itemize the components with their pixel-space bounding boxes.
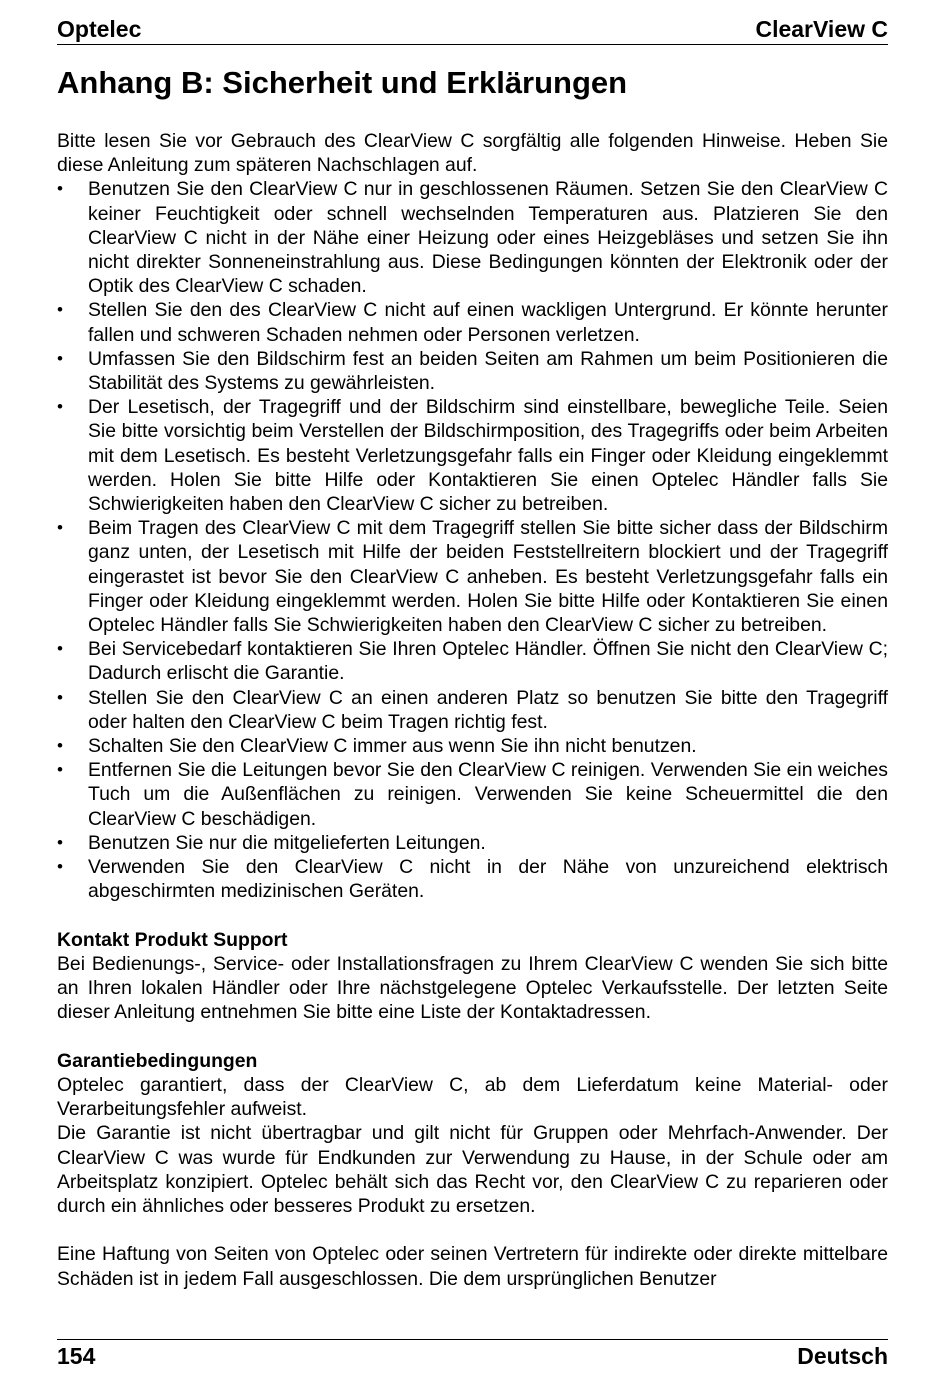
- bullet-icon: •: [57, 760, 63, 780]
- list-item-text: Entfernen Sie die Leitungen bevor Sie den ClearView C reinigen. Verwenden Sie ein weiches Tuch um die Außenflächen zu reinigen. Verwenden Sie keine Scheuermittel die den ClearView C beschädigen.: [88, 759, 888, 830]
- bullet-icon: •: [57, 857, 63, 877]
- list-item: [57, 177, 888, 298]
- list-item: [57, 734, 888, 758]
- support-paragraph: Bei Bedienungs-, Service- oder Installationsfragen zu Ihrem ClearView C wenden Sie sich bitte an Ihren lokalen Händler oder Ihre nächstgelegene Optelec Verkaufsstelle. Der letzten Seite dieser Anleitung entnehmen Sie bitte eine Liste der Kontaktadressen.: [57, 952, 888, 1024]
- warranty-paragraph-2: Die Garantie ist nicht übertragbar und gilt nicht für Gruppen oder Mehrfach-Anwender. Der ClearView C was wurde für Endkunden zur Verwendung zu Hause, in der Schule oder am Arbeitsplatz konzipiert. Optelec behält sich das Recht vor, den ClearView C zu reparieren oder durch ein ähnliches oder besseres Produkt zu ersetzen.: [57, 1122, 888, 1217]
- header-brand: Optelec: [57, 16, 142, 42]
- list-item: [57, 516, 888, 637]
- list-item: [57, 758, 888, 831]
- warranty-heading: Garantiebedingungen: [57, 1049, 258, 1072]
- list-item: [57, 686, 888, 734]
- list-item-text: Stellen Sie den ClearView C an einen anderen Platz so benutzen Sie bitte den Tragegriff oder halten den ClearView C beim Tragen richtig fest.: [88, 686, 888, 733]
- list-item: [57, 347, 888, 395]
- page-number: 154: [57, 1343, 96, 1369]
- list-item-text: Benutzen Sie nur die mitgelieferten Leitungen.: [88, 831, 486, 854]
- list-item-text: Stellen Sie den des ClearView C nicht auf einen wackligen Untergrund. Er könnte herunter fallen und schweren Schaden nehmen oder Personen verletzen.: [88, 299, 888, 346]
- list-item-text: Schalten Sie den ClearView C immer aus wenn Sie ihn nicht benutzen.: [88, 735, 697, 758]
- list-item-text: Bei Servicebedarf kontaktieren Sie Ihren Optelec Händler. Öffnen Sie nicht den ClearView C; Dadurch erlischt die Garantie.: [88, 638, 888, 685]
- list-item: [57, 395, 888, 516]
- intro-paragraph: Bitte lesen Sie vor Gebrauch des ClearView C sorgfältig alle folgenden Hinweise. Heben Sie diese Anleitung zum späteren Nachschlagen auf.: [57, 130, 888, 177]
- spacer: [57, 1025, 888, 1049]
- bullet-icon: •: [57, 832, 63, 852]
- list-item-text: Umfassen Sie den Bildschirm fest an beiden Seiten am Rahmen um beim Positionieren die Stabilität des Systems zu gewährleisten.: [88, 347, 888, 395]
- bullet-icon: •: [57, 518, 63, 538]
- warranty-paragraph-3: Eine Haftung von Seiten von Optelec oder seinen Vertretern für indirekte oder direkte mittelbare Schäden ist in jedem Fall ausgeschlossen. Die dem ursprünglichen Benutzer: [57, 1243, 888, 1290]
- bullet-icon: •: [57, 300, 63, 320]
- safety-list: [57, 177, 888, 903]
- bullet-icon: •: [57, 736, 63, 756]
- page-title: Anhang B: Sicherheit und Erklärungen: [57, 65, 628, 100]
- list-item-text: Verwenden Sie den ClearView C nicht in der Nähe von unzureichend elektrisch abgeschirmten medizinischen Geräten.: [88, 856, 888, 903]
- page-header: [57, 14, 888, 45]
- list-item: [57, 298, 888, 346]
- bullet-icon: •: [57, 687, 63, 707]
- list-item: [57, 637, 888, 685]
- list-item-text: Der Lesetisch, der Tragegriff und der Bildschirm sind einstellbare, bewegliche Teile. Seien Sie bitte vorsichtig beim Verstellen der Bildschirmposition, des Tragegriffs oder beim Arbeiten mit dem Lesetisch. Es besteht Verletzungsgefahr falls ein Finger oder Kleidung eingeklemmt werden. Holen Sie bitte Hilfe oder Kontaktieren Sie einen Optelec Händler falls Sie Schwierigkeiten haben den ClearView C sicher zu betreiben.: [88, 396, 888, 516]
- bullet-icon: •: [57, 639, 63, 659]
- spacer: [57, 1218, 888, 1242]
- bullet-icon: •: [57, 397, 63, 417]
- list-item-text: Beim Tragen des ClearView C mit dem Tragegriff stellen Sie bitte sicher dass der Bildschirm ganz unten, der Lesetisch mit Hilfe der beiden Feststellreitern blockiert und der Tragegriff eingerastet ist bevor Sie den ClearView C anheben. Es besteht Verletzungsgefahr falls ein Finger oder Kleidung eingeklemmt werden. Holen Sie bitte Hilfe oder Kontaktieren Sie einen Optelec Händler falls Sie Schwierigkeiten haben den ClearView C sicher zu betreiben.: [88, 517, 888, 637]
- spacer: [57, 904, 888, 928]
- page-content: [57, 129, 888, 1291]
- list-item: [57, 831, 888, 855]
- list-item-text: Benutzen Sie den ClearView C nur in geschlossenen Räumen. Setzen Sie den ClearView C keiner Feuchtigkeit oder schnell wechselnden Temperaturen aus. Platzieren Sie den ClearView C nicht in der Nähe einer Heizung oder eines Heizgebläses und setzen Sie ihn nicht direkter Sonneneinstrahlung aus. Diese Bedingungen könnten der Elektronik oder der Optik des ClearView C schaden.: [88, 178, 888, 298]
- warranty-paragraph-1: Optelec garantiert, dass der ClearView C, ab dem Lieferdatum keine Material- oder Verarbeitungsfehler aufweist.: [57, 1073, 888, 1121]
- page-footer: [57, 1339, 888, 1374]
- footer-language: Deutsch: [797, 1343, 888, 1369]
- bullet-icon: •: [57, 348, 63, 368]
- support-heading: Kontakt Produkt Support: [57, 928, 288, 951]
- bullet-icon: •: [57, 179, 63, 199]
- header-product: ClearView C: [755, 16, 888, 42]
- list-item: [57, 855, 888, 903]
